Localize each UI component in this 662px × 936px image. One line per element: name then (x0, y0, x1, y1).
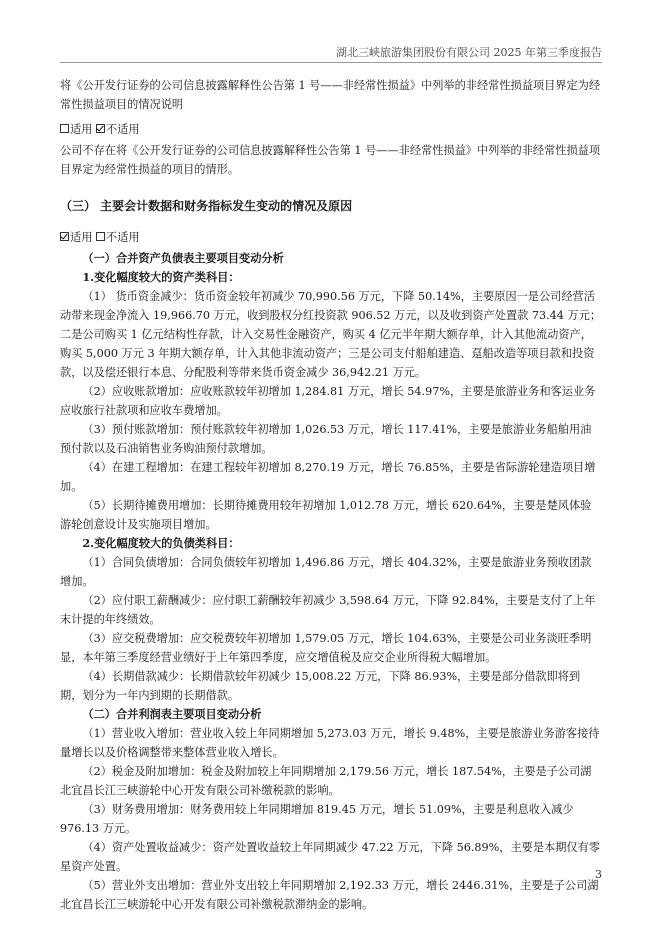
asset-item: （1） 货币资金减少：货币资金较年初减少 70,990.56 万元，下降 50.14%，主要原因一是公司经营活动带来现金净流入 19,966.70 万元，收到股权分红投资款 906.52 万元，以及收到资产处置款 73.44 万元；二是公司购买 1 亿元结构性存款，计入交易性金融资产，购买 4 亿元半年期大额存单，计入其他流动资产，购买 5,000 万元 3 年期大额存单，计入其他非流动资产；三是公司支付船舶建造、趸船改造等项目款和投资款，以及偿还银行本息、分配股利等带来货币资金减少 36,942.21 万元。 (60, 290, 602, 379)
asset-item: （5）长期待摊费用增加：长期待摊费用较年初增加 1,012.78 万元，增长 620.64%，主要是楚风体验游轮创意设计及实施项目增加。 (60, 499, 592, 531)
not-applicable-label: 不适用 (105, 231, 140, 244)
applicable-label: 适用 (70, 231, 93, 244)
applicable-label: 适用 (70, 123, 93, 136)
income-item: （5）营业外支出增加：营业外支出较上年同期增加 2,192.33 万元，增长 2446.31%，主要是子公司湖北宜昌长江三峡游轮中心开发有限公司补缴税款滞纳金的影响。 (60, 879, 599, 911)
not-applicable-label: 不适用 (105, 123, 140, 136)
asset-item: （3）预付账款增加：预付账款较年初增加 1,026.53 万元，增长 117.41%，主要是旅游业务船舶用油预付款以及石油销售业务购油预付款增加。 (60, 423, 592, 455)
document-body (60, 76, 602, 914)
asset-item: （2）应收账款增加：应收账款较年初增加 1,284.81 万元，增长 54.97%，主要是旅游业务和客运业务应收旅行社款项和应收车费增加。 (60, 385, 596, 417)
liability-item: （2）应付职工薪酬减少：应付职工薪酬较年初减少 3,598.64 万元，下降 92.84%，主要是支付了上年末计提的年终绩效。 (60, 594, 596, 626)
nonrecurring-statement: 公司不存在将《公开发行证券的公司信息披露解释性公告第 1 号——非经常性损益》中列举的非经常性损益项目界定为经常性损益的项目的情形。 (60, 144, 601, 176)
balance-sheet-heading: （一）合并资产负债表主要项目变动分析 (82, 251, 284, 265)
liability-subheading: 2.变化幅度较大的负债类科目： (82, 536, 240, 550)
nonrecurring-applicability (60, 120, 602, 139)
liability-item: （1）合同负债增加：合同负债较年初增加 1,496.86 万元，增长 404.32%，主要是旅游业务预收团款增加。 (60, 556, 592, 588)
income-item: （4）资产处置收益减少：资产处置收益较上年同期减少 47.22 万元，下降 56.89%，主要是本期仅有零星资产处置。 (60, 841, 600, 873)
checked-box-icon (96, 124, 105, 133)
header-divider (60, 62, 602, 63)
page-number: 3 (595, 868, 602, 881)
page-header: 湖北三峡旅游集团股份有限公司 2025 年第三季度报告 (336, 46, 602, 59)
nonrecurring-intro: 将《公开发行证券的公司信息披露解释性公告第 1 号——非经常性损益》中列举的非经常性损益项目界定为经常性损益项目的情况说明 (60, 79, 601, 111)
income-statement-heading: （二）合并利润表主要项目变动分析 (82, 707, 262, 721)
asset-subheading: 1.变化幅度较大的资产类科目： (82, 270, 240, 284)
section3-title: （三） 主要会计数据和财务指标发生变动的情况及原因 (60, 199, 353, 213)
income-item: （3）财务费用增加：财务费用较上年同期增加 819.45 万元，增长 51.09%，主要是利息收入减少 976.13 万元。 (60, 803, 574, 835)
unchecked-box-icon (60, 124, 69, 133)
section3-applicability (60, 228, 602, 247)
income-item: （2）税金及附加增加：税金及附加较上年同期增加 2,179.56 万元，增长 187.54%，主要是子公司湖北宜昌长江三峡游轮中心开发有限公司补缴税款的影响。 (60, 765, 592, 797)
income-item: （1）营业收入增加：营业收入较上年同期增加 5,273.03 万元，增长 9.48%，主要是旅游业务游客接待量增长以及价格调整带来整体营业收入增长。 (60, 727, 600, 759)
asset-item: （4）在建工程增加：在建工程较年初增加 8,270.19 万元，增长 76.85%，主要是省际游轮建造项目增加。 (60, 461, 596, 493)
liability-item: （4）长期借款减少：长期借款较年初减少 15,008.22 万元，下降 86.93%，主要是部分借款即将到期，划分为一年内到期的长期借款。 (60, 670, 581, 702)
liability-item: （3）应交税费增加：应交税费较年初增加 1,579.05 万元，增长 104.63%，主要是公司业务淡旺季明显，本年第三季度经营业绩好于上年第四季度，应交增值税及应交企业所得税大幅增加。 (60, 632, 592, 664)
unchecked-box-icon (96, 232, 105, 241)
checked-box-icon (60, 232, 69, 241)
